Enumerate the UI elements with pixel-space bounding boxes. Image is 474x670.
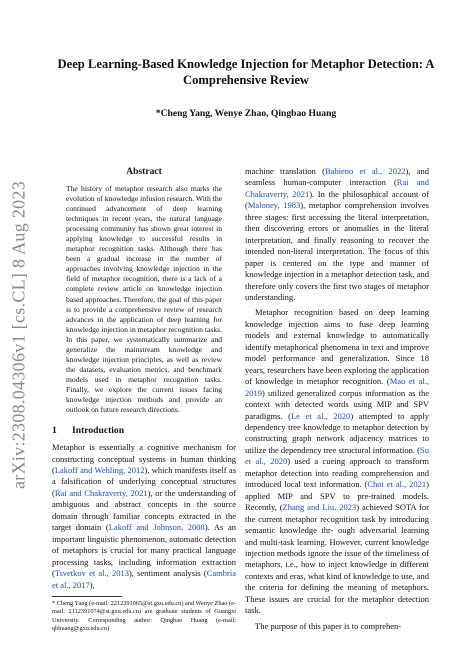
author-list: *Cheng Yang, Wenye Zhao, Qingbao Huang — [155, 108, 337, 119]
text-run: machine translation ( — [245, 166, 325, 176]
section-heading-introduction — [52, 425, 236, 436]
citation-link[interactable]: Rai and Chakraverty, 2021 — [245, 177, 429, 199]
text-run: ), or the understanding of ambiguous and abstract concepts in the source domain through familiar concepts extracted in the target domain ( — [52, 487, 236, 533]
citation-link[interactable]: Maloney, 1983 — [247, 200, 301, 211]
citation-link[interactable]: Zhang and Liu, 2023 — [282, 502, 357, 513]
right-paragraph-2 — [245, 307, 429, 616]
text-run: Metaphor is essentially a cognitive mechanism for constructing conceptual systems in human thinking ( — [52, 442, 236, 475]
paper-title: Deep Learning-Based Knowledge Injection for Metaphor Detection: A Comprehensive Review — [57, 57, 435, 87]
citation-link[interactable]: Lakoff and Johnson, 2008 — [108, 522, 205, 533]
citation-link[interactable]: Babieno et al., 2022 — [324, 166, 406, 176]
left-column — [52, 166, 236, 633]
citation-link[interactable]: Su et al., 2020 — [245, 444, 429, 467]
text-run: ). In the philosophical account of ( — [245, 188, 429, 211]
text-run: ) utilized generalized corpus information as the context with detected words using MIP and SPV paradigms. ( — [245, 387, 429, 421]
text-run: ) attempted to apply dependency tree knowledge to metaphor detection by constructing graph network adjacency matrices to utilize the dependency tree structural information. ( — [245, 410, 429, 455]
text-run: Metaphor recognition based on deep learning knowledge injection aims to fuse deep learning models and external knowledge to automatically identify metaphorical phenomena in text and improve model performance and generalization. Since 18 years, researchers have been exploring the application of knowledge in metaphor recognition. ( — [245, 307, 429, 387]
citation-link[interactable]: Cambria et al., 2017 — [52, 568, 236, 590]
text-run: ) achieved SOTA for the current metaphor recognition task by introducing semantic knowledge thr- ough adversarial learning and multi-task learning. However, current knowledge injection methods ignore the issue of the timeliness of metaphors, i.e., how to inject knowledge in different contexts and eras, what kind of knowledge to use, and the criteria for defining the meaning of metaphors. These issues are crucial for the metaphor detection task. — [245, 502, 429, 616]
abstract-heading: Abstract — [126, 166, 162, 177]
text-run: ), sentiment analysis ( — [128, 568, 207, 579]
author-footnote: * Cheng Yang (e-mail: 2212391065@st.gxu.edu.cn) and Wenye Zhao (e-mail: 2112391074@st.gxu.edu.cn) are graduate students of Guangxi University. Corresponding author: Qingbao Huang (e-mail: qbhuang@gxu.edu.cn) — [52, 599, 236, 632]
text-run: ). As an important linguistic phenomenon, automatic detection of metaphors is crucial for many practical language processing tasks, including information extraction ( — [52, 522, 236, 579]
right-paragraph-1 — [245, 166, 429, 303]
arxiv-id-text: arXiv:2308.04306v1 [cs.CL] 8 Aug 2023 — [8, 180, 29, 490]
citation-link[interactable]: Tsvetkov et al., 2013 — [54, 568, 129, 579]
intro-paragraph-1 — [52, 442, 236, 591]
section-number: 1 — [52, 425, 57, 437]
citation-link[interactable]: Mao et al., 2019 — [245, 376, 429, 398]
text-run: ) used a cueing approach to transform metaphor detection into reading comprehension and introduced local text information. ( — [245, 456, 429, 490]
abstract-text: The history of metaphor research also marks the evolution of knowledge infusion research. With the continued advancement of deep learning techniques in recent years, the natural language processing community has shown great interest in applying knowledge to successful results in metaphor recognition tasks. Although there has been a gradual increase in the number of approaches involving knowledge injection in the field of metaphor recognition, there is a lack of a complete review article on knowledge injection based approaches. Therefore, the goal of this paper is to provide a comprehensive review of research advances in the application of deep learning for knowledge injection in metaphor recognition tasks. In this paper, we systematically summarize and generalize the mainstream knowledge and knowledge injection principles, as well as review the datasets, evaluation metrics, and benchmark models used in metaphor recognition tasks. Finally, we explore the current issues facing knowledge injection methods and provide an outlook on future research directions. — [66, 184, 222, 415]
citation-link[interactable]: Le et al., 2020 — [290, 410, 351, 421]
text-run: ) applied MIP and SPV to pre-trained models. Recently, ( — [245, 479, 429, 513]
footnote-divider — [52, 596, 122, 597]
right-paragraph-3: The purpose of this paper is to comprehen- — [255, 620, 402, 631]
citation-link[interactable]: Choi et al., 2021 — [367, 479, 427, 490]
citation-link[interactable]: Lakoff and Wehling, 2012 — [54, 464, 145, 475]
arxiv-identifier-stamp — [6, 160, 32, 510]
citation-link[interactable]: Rai and Chakraverty, 2021 — [54, 487, 148, 498]
right-column — [245, 166, 429, 636]
text-run: ), and seamless human-computer interaction ( — [245, 166, 429, 188]
text-run: ), metaphor comprehension involves three stages: first accessing the literal interpretation, then discovering errors or anomalies in the literal interpretation, and finally reasoning to recover the intended non-literal interpretation. The focus of this paper is centered on the type and manner of knowledge injection in a metaphor detection task, and therefore only covers the first two stages of metaphor understanding. — [245, 200, 429, 302]
text-run: ), which manifests itself as a falsification of underlying conceptual structures ( — [52, 464, 236, 498]
text-run: ), — [89, 579, 95, 590]
section-title: Introduction — [72, 425, 125, 437]
